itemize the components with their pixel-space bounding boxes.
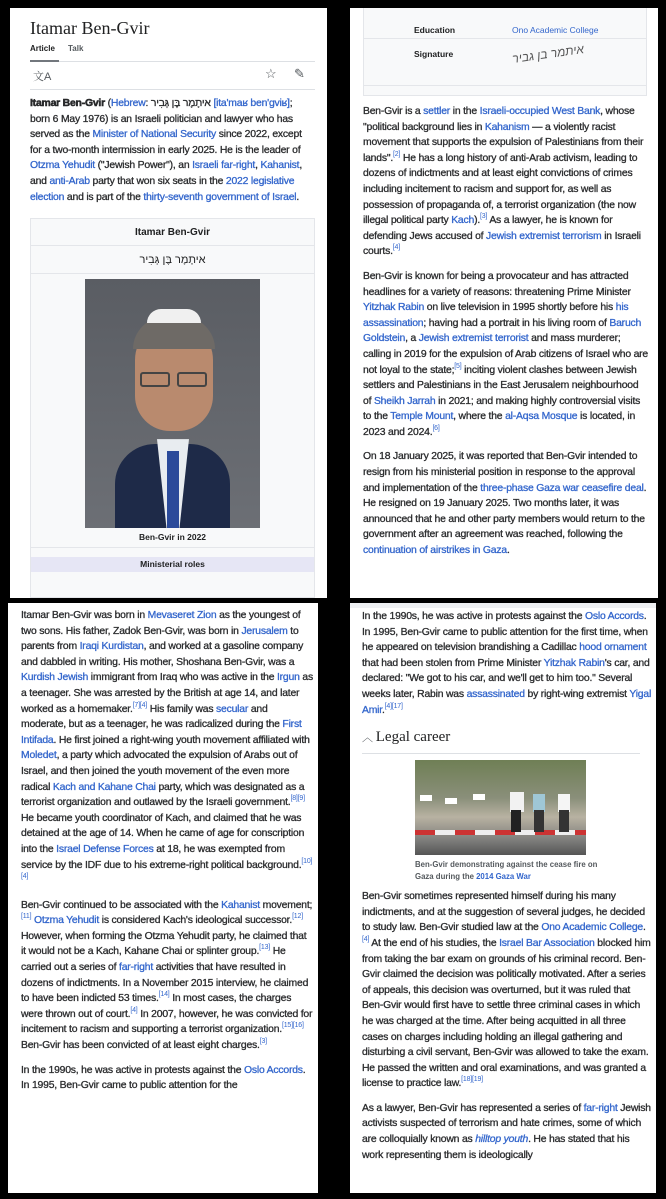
wiki-link[interactable]: Temple Mount xyxy=(390,411,454,423)
text-run: . xyxy=(381,704,385,716)
caption-text: Ben-Gvir demonstrating against the cease fire on Gaza during the xyxy=(415,860,598,882)
infobox-native-name: איתָמָר בֶּן גְּבִיר xyxy=(31,246,314,274)
citation-link[interactable]: [10][4] xyxy=(21,857,313,881)
text-run: In most cases, the charges were thrown out of court. xyxy=(21,993,292,1020)
wiki-link[interactable]: Irgun xyxy=(276,672,300,684)
text-run: ). xyxy=(474,215,481,227)
text-run: in Israeli courts. xyxy=(363,230,641,258)
photo-caption xyxy=(415,859,600,883)
text-run: . He has stated that his work representing them is ideologically xyxy=(362,1134,630,1161)
text-run: . xyxy=(506,545,510,557)
text-run: . He first joined a right-wing youth movement affiliated with xyxy=(53,734,310,746)
text-run: and mass murderer; calling in 2019 for the expulsion of Arab citizens of Israel who are not loyal to the state; xyxy=(363,333,649,376)
wiki-link[interactable]: Israeli far-right xyxy=(192,160,256,172)
paragraph xyxy=(363,269,649,441)
text-run: Jewish activists suspected of terrorism and hate crimes, some of which are colloquially known as xyxy=(362,1102,651,1146)
text-run: , a xyxy=(405,333,419,345)
paragraph xyxy=(21,608,313,889)
text-run: party that won six seats in the xyxy=(89,175,226,187)
wiki-link[interactable]: Israel Bar Association xyxy=(499,937,595,949)
wiki-link[interactable]: his assassination xyxy=(363,302,629,329)
wiki-link[interactable]: Jewish extremist terrorism xyxy=(486,230,602,242)
article-panel-overview xyxy=(350,8,658,598)
wiki-link[interactable]: assassinated xyxy=(466,688,525,700)
text-run: In 2007, however, he was convicted for incitement to racism and supporting a terrorist organization. xyxy=(21,1008,313,1036)
wiki-link[interactable]: [ita'maʁ ben'gviʁ] xyxy=(213,98,290,109)
text-run: ; born 6 May 1976) is an Israeli politician and lawyer who has served as the xyxy=(30,98,293,141)
wiki-link[interactable]: Yitzhak Rabin xyxy=(363,302,425,314)
citation-link[interactable]: [3] xyxy=(480,213,488,221)
wiki-link[interactable]: Oslo Accords xyxy=(243,1064,303,1076)
text-run: ( xyxy=(104,98,111,109)
translate-icon[interactable]: 文A xyxy=(33,71,52,83)
text-run: ; having had a portrait in his living room of xyxy=(423,317,610,329)
text-run: blocked him from taking the bar exam on grounds of his criminal record. Ben-Gvir claimed the decision was politically motivated. After a series of appeals, this decision was overturned, but it was ruled that Ben-Gvir would first have to settle three criminal cases in which he was charged at the time. After being acquitted in all three cases on charges including holding an illegal gathering and disturbing a civil servant, Ben-Gvir was allowed to take the exam. He passed the written and oral examinations, and was granted a license to practice law. xyxy=(362,937,651,1090)
text-run: ("Jewish Power"), an xyxy=(94,160,193,172)
wiki-link[interactable]: continuation of airstrikes in Gaza xyxy=(363,545,507,557)
wiki-link[interactable]: al-Aqsa Mosque xyxy=(505,411,578,423)
citation-link[interactable]: [7][4] xyxy=(132,701,148,709)
protest-photo[interactable] xyxy=(415,760,586,855)
wiki-link[interactable]: settler xyxy=(423,106,451,117)
text-run: since 2022, except for a two-month intermission in early 2025. He is the leader of xyxy=(30,129,302,156)
star-icon[interactable]: ☆ xyxy=(265,66,277,81)
text-run: , where the xyxy=(453,411,506,423)
citation-link[interactable]: [4][17] xyxy=(384,702,403,710)
text-run: At the end of his studies, the xyxy=(369,937,500,949)
wiki-link[interactable]: Oslo Accords xyxy=(584,611,644,622)
wiki-link[interactable]: hilltop youth xyxy=(475,1134,529,1146)
wiki-link[interactable]: Otzma Yehudit xyxy=(34,915,100,927)
wiki-link[interactable]: Minister of National Security xyxy=(92,129,217,141)
active-tab-indicator xyxy=(30,60,59,62)
intro-paragraph xyxy=(30,96,315,205)
education-label: Education xyxy=(414,25,456,35)
photo-caption: Ben-Gvir in 2022 xyxy=(31,528,314,548)
text-run: is located, in 2023 and 2024. xyxy=(363,411,636,438)
paragraph xyxy=(21,1063,313,1094)
wiki-link[interactable]: Kahanism xyxy=(484,121,530,133)
wiki-link[interactable]: Jewish extremist terrorist xyxy=(418,333,529,345)
wiki-link[interactable]: Baruch Goldstein xyxy=(363,317,642,345)
bold-term: Itamar Ben-Gvir xyxy=(30,98,105,109)
paragraph xyxy=(362,1101,652,1163)
wiki-link[interactable]: Kahanist xyxy=(221,899,260,911)
citation-link[interactable]: [3] xyxy=(259,1038,267,1046)
infobox-title: Itamar Ben-Gvir xyxy=(31,219,314,246)
text-run: and is part of the xyxy=(64,191,144,203)
text-run: . In 1995, Ben-Gvir came to public attention for the xyxy=(21,1064,306,1092)
citation-link[interactable]: [8][9] xyxy=(290,795,305,803)
chevron-up-icon: ︿ xyxy=(362,732,376,745)
wiki-link[interactable]: Hebrew xyxy=(110,98,146,109)
citation-link[interactable]: [15][16] xyxy=(281,1022,304,1030)
tab-article[interactable]: Article xyxy=(30,44,55,53)
wiki-link[interactable]: thirty-seventh government of Israel xyxy=(143,191,297,203)
citation-link[interactable]: [4] xyxy=(392,244,400,252)
citation-link[interactable]: [5] xyxy=(454,362,462,370)
text-run: On 18 January 2025, it was reported that Ben-Gvir intended to resign from his ministerial position in response to the approval and implementation of the xyxy=(363,451,638,494)
wiki-link[interactable]: Israeli-occupied West Bank xyxy=(479,106,601,117)
paragraph xyxy=(363,449,649,558)
text-run: party, which was designated as a terrorist organization and outlawed by the Israeli government. xyxy=(21,781,305,809)
wiki-link[interactable]: Jerusalem xyxy=(241,625,288,637)
text-run: , and xyxy=(30,160,303,187)
wiki-link[interactable]: Iraqi Kurdistan xyxy=(79,641,144,653)
text-run: Itamar Ben-Gvir was born in xyxy=(21,610,148,621)
text-run: Ben-Gvir is a xyxy=(363,106,424,117)
text-run: In the 1990s, he was active in protests against the xyxy=(21,1064,244,1076)
wiki-link[interactable]: hood ornament xyxy=(579,642,647,654)
infobox xyxy=(30,218,315,598)
paragraph xyxy=(362,889,652,1092)
edit-lock-icon[interactable]: ✎ xyxy=(294,66,305,81)
wiki-link[interactable]: secular xyxy=(216,703,249,715)
text-run: movement; xyxy=(259,899,313,911)
page-title: Itamar Ben-Gvir xyxy=(30,18,150,38)
section-heading-legal-career[interactable] xyxy=(362,727,640,754)
article-panel-early-life xyxy=(8,603,318,1193)
education-value-link[interactable]: Ono Academic College xyxy=(512,25,599,35)
wiki-link[interactable]: Kach and Kahane Chai xyxy=(52,781,156,793)
text-run: immigrant from Iraq who was active in the xyxy=(88,672,277,684)
infobox-bottom xyxy=(363,8,647,96)
wiki-link[interactable]: Kahanist xyxy=(260,160,300,172)
wiki-link[interactable]: Kurdish Jewish xyxy=(21,672,89,684)
text-run: , whose "political background lies in xyxy=(363,106,635,133)
text-run: as the youngest of two sons. His father, Zadok Ben-Gvir, was born in xyxy=(21,610,301,637)
citation-link[interactable]: [14] xyxy=(158,991,170,999)
text-run: by right-wing extremist xyxy=(524,688,630,700)
wiki-link[interactable]: Yitzhak Rabin xyxy=(543,657,605,669)
text-run: , xyxy=(255,160,261,172)
caption-link[interactable]: 2014 Gaza War xyxy=(476,872,531,882)
text-run: : איתָמָר בֶּן גְּבִיר xyxy=(145,98,214,109)
text-run: in 2021; and making highly controversial visits to the xyxy=(363,395,641,423)
text-run: that had been stolen from Prime Minister xyxy=(362,657,544,669)
text-run: — a violently racist movement that supports the expulsion of Palestinians from their lands". xyxy=(363,121,644,164)
article-panel-legal-career xyxy=(350,603,656,1193)
text-run: is considered Kach's ideological successor. xyxy=(99,915,293,927)
citation-link[interactable]: [18][19] xyxy=(461,1076,483,1084)
wiki-link[interactable]: Yigal Amir xyxy=(362,688,652,716)
text-run: 's car, and declared: "We got to his car, and we'll get to him too." Several weeks later, Rabin was xyxy=(362,657,650,700)
wiki-link[interactable]: Mevaseret Zion xyxy=(147,610,217,621)
section-ministerial-roles: Ministerial roles xyxy=(31,557,314,572)
text-run: , a party which advocated the expulsion of Arabs out of Israel, and then joined the youth movement of the even more radical xyxy=(21,750,298,793)
paragraph xyxy=(363,104,649,260)
text-run: He carried out a series of xyxy=(21,946,286,974)
wiki-link[interactable]: 2022 legislative election xyxy=(30,175,295,203)
text-run: Ben-Gvir sometimes represented himself during his many indictments, and at the suggestion of several judges, he decided to study law. Ben-Gvir studied law at the xyxy=(362,891,645,934)
citation-link[interactable]: [4] xyxy=(362,935,370,943)
section-heading-text: Legal career xyxy=(375,729,451,746)
citation-link[interactable]: [12] xyxy=(292,913,303,921)
citation-link[interactable]: [11] xyxy=(21,913,32,921)
text-run: . In 1995, Ben-Gvir came to public attention for the first time, when he appeared on television brandishing a Cadillac xyxy=(362,611,648,654)
wiki-link[interactable]: First Intifada xyxy=(21,719,302,746)
wiki-link[interactable]: anti-Arab xyxy=(49,175,90,187)
wiki-link[interactable]: far-right xyxy=(583,1102,618,1114)
signature-label: Signature xyxy=(414,49,454,59)
text-run: Ben-Gvir is known for being a provocateur and has attracted headlines for a variety of reasons: threatening Prime Minister xyxy=(363,270,631,298)
citation-link[interactable]: [2] xyxy=(393,150,401,158)
text-run: . He resigned on 19 January 2025. Two months later, it was announced that he and other party members would return to the government after an agreement was reached, following the xyxy=(363,482,647,541)
tab-talk[interactable]: Talk xyxy=(68,44,84,53)
wiki-link[interactable]: far-right xyxy=(119,962,154,974)
citation-link[interactable]: [4] xyxy=(130,1006,138,1014)
text-run: . xyxy=(643,922,646,934)
wiki-link[interactable]: Kach xyxy=(451,215,475,227)
text-run: As a lawyer, he is known for defending Jews accused of xyxy=(363,215,613,242)
wiki-link[interactable]: Otzma Yehudit xyxy=(30,160,95,172)
paragraph xyxy=(21,898,313,1054)
text-run: at 18, he was exempted from service by the IDF due to his extreme-right political background. xyxy=(21,843,302,871)
wiki-link[interactable]: Moledet xyxy=(21,750,57,762)
wiki-link[interactable]: Israel Defense Forces xyxy=(56,843,154,855)
text-run: His family was xyxy=(147,703,217,715)
wiki-link[interactable]: Ono Academic College xyxy=(541,922,644,934)
text-run: and moderate, but as a teenager, he was radicalized during the xyxy=(21,703,283,731)
citation-link[interactable]: [6] xyxy=(432,424,440,432)
text-run: , and worked at a gasoline company and dabbled in writing. His mother, Shoshana Ben-Gvir, was a xyxy=(21,641,304,668)
text-run: However, when forming the Otzma Yehudit party, he claimed that it would not be a Kach, Kahane Chai or splinter group. xyxy=(21,930,307,958)
portrait-photo[interactable] xyxy=(85,279,260,528)
text-run: as a teenager. She was arrested by the British at age 14, and later worked as a homemaker. xyxy=(21,672,313,715)
text-run: As a lawyer, Ben-Gvir has represented a series of xyxy=(362,1102,584,1114)
text-run: in the xyxy=(450,106,480,117)
text-run: . xyxy=(296,191,300,203)
text-run: Ben-Gvir continued to be associated with the xyxy=(21,899,222,911)
text-run: He became youth coordinator of Kach, and claimed that he was detained at the age of 14. When he came of age for conscription into the xyxy=(21,812,305,855)
wiki-link[interactable]: Sheikh Jarrah xyxy=(373,395,436,407)
text-run: on live television in 1995 shortly before his xyxy=(424,302,616,314)
text-run: activities that have resulted in dozens of indictments. In a November 2015 interview, he claimed to have been indicted 53 times. xyxy=(21,962,309,1005)
signature-image: איתמר בן גביר xyxy=(511,42,585,66)
text-run: He has a long history of anti-Arab activism, leading to dozens of indictments and at least eight convictions of crimes including incitement to racism and support for, as well as possession of propaganda of, a terrorist organization (the now illegal political party xyxy=(363,152,638,227)
text-run: to parents from xyxy=(21,625,299,653)
citation-link[interactable]: [13] xyxy=(259,944,271,952)
text-run: inciting violent clashes between Jewish settlers and Palestinians in the East Jerusalem neighbourhood of xyxy=(363,364,639,407)
wiki-link[interactable]: three-phase Gaza war ceasefire deal xyxy=(480,482,644,494)
text-run: Ben-Gvir has been convicted of at least eight charges. xyxy=(21,1040,260,1052)
text-run: In the 1990s, he was active in protests against the xyxy=(362,611,585,622)
paragraph xyxy=(362,609,652,718)
article-panel-intro xyxy=(10,8,327,598)
